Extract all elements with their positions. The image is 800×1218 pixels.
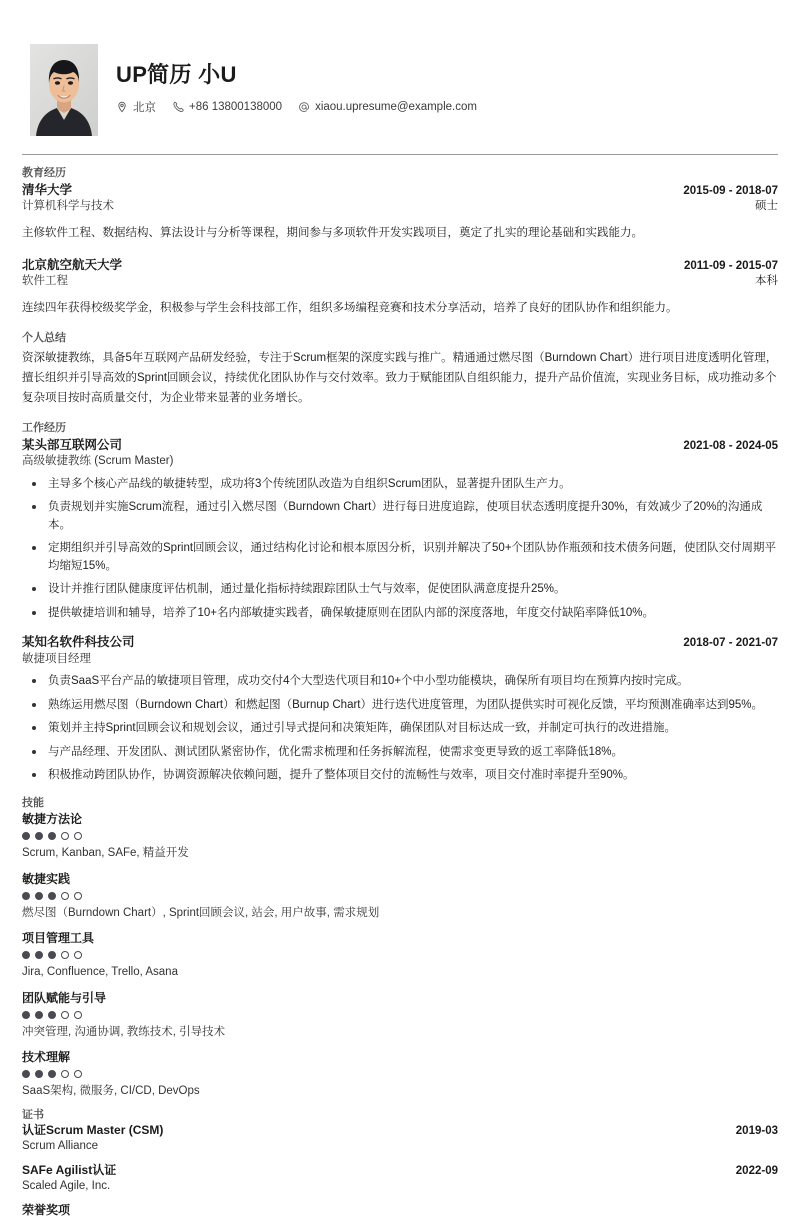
work-role: 敏捷项目经理 xyxy=(22,652,91,665)
skill-dot-filled xyxy=(35,1011,43,1019)
skill-dot-empty xyxy=(61,1011,69,1019)
section-work xyxy=(22,422,778,784)
education-major: 计算机科学与技术 xyxy=(22,200,114,213)
certificate-name: 认证Scrum Master (CSM) xyxy=(22,1123,164,1138)
work-bullets xyxy=(22,673,778,784)
skill-dot-filled xyxy=(35,832,43,840)
education-entry xyxy=(22,257,778,318)
resume-header xyxy=(22,28,778,150)
section-awards xyxy=(22,1203,778,1218)
education-school: 清华大学 xyxy=(22,182,73,197)
skill-dot-empty xyxy=(74,1070,82,1078)
skill-item xyxy=(22,811,778,861)
work-bullets xyxy=(22,476,778,622)
education-degree: 硕士 xyxy=(755,200,778,213)
contact-phone xyxy=(172,101,282,113)
skill-level-dots xyxy=(22,951,778,959)
education-school: 北京航空航天大学 xyxy=(22,257,123,272)
skill-dot-empty xyxy=(74,951,82,959)
skill-detail: SaaS架构, 微服务, CI/CD, DevOps xyxy=(22,1085,200,1098)
education-description: 主修软件工程、数据结构、算法设计与分析等课程，期间参与多项软件开发实践项目，奠定了扎实的理论基础和实践能力。 xyxy=(22,226,643,239)
skill-level-dots xyxy=(22,892,778,900)
skill-dot-filled xyxy=(35,951,43,959)
work-bullet: 策划并主持Sprint回顾会议和规划会议，通过引导式提问和决策矩阵，确保团队对目标达成一致，并制定可执行的改进措施。 xyxy=(22,720,778,737)
section-title-work: 工作经历 xyxy=(22,422,66,435)
skill-dot-empty xyxy=(61,951,69,959)
header-divider xyxy=(22,154,778,155)
section-certificates xyxy=(22,1109,778,1194)
work-role: 高级敏捷教练 (Scrum Master) xyxy=(22,455,174,468)
contact-location-value: 北京 xyxy=(133,101,156,114)
skill-detail: 冲突管理, 沟通协调, 教练技术, 引导技术 xyxy=(22,1025,226,1038)
skill-level-dots xyxy=(22,1011,778,1019)
work-date: 2021-08 - 2024-05 xyxy=(683,439,778,452)
skill-dot-filled xyxy=(22,832,30,840)
skill-dot-empty xyxy=(74,1011,82,1019)
section-skills xyxy=(22,797,778,1100)
work-date: 2018-07 - 2021-07 xyxy=(683,637,778,650)
section-education xyxy=(22,167,778,318)
skill-dot-empty xyxy=(74,892,82,900)
certificate-name: SAFe Agilist认证 xyxy=(22,1163,117,1177)
skill-item xyxy=(22,871,778,921)
at-sign-icon xyxy=(298,101,310,113)
work-entry xyxy=(22,634,778,784)
skill-detail: Scrum, Kanban, SAFe, 精益开发 xyxy=(22,847,189,860)
summary-text: 资深敏捷教练，具备5年互联网产品研发经验，专注于Scrum框架的深度实践与推广。精通通过燃尽图（Burndown Chart）进行项目进度透明化管理，擅长组织并引导高效的Sprint回顾会议，持续优化团队协作与交付效率。致力于赋能团队自组织能力，提升产品价值流，实现业务目标，成功推动多个复杂项目按时高质量交付，为企业带来显著的业务增长。 xyxy=(22,351,778,405)
work-bullet: 主导多个核心产品线的敏捷转型，成功将3个传统团队改造为自组织Scrum团队，显著提升团队生产力。 xyxy=(22,476,778,493)
section-title-education: 教育经历 xyxy=(22,167,66,179)
certificate-date: 2022-09 xyxy=(735,1165,778,1177)
section-summary xyxy=(22,332,778,408)
work-bullet: 与产品经理、开发团队、测试团队紧密协作，优化需求梳理和任务拆解流程，使需求变更导致的返工率降低18%。 xyxy=(22,744,778,761)
education-degree: 本科 xyxy=(755,275,778,288)
work-bullet: 定期组织并引导高效的Sprint回顾会议，通过结构化讨论和根本原因分析，识别并解决了50+个团队协作瓶颈和技术债务问题，使团队交付周期平均缩短15%。 xyxy=(22,540,778,575)
skill-name: 敏捷方法论 xyxy=(22,812,83,827)
contact-email xyxy=(298,101,477,113)
contact-location xyxy=(116,99,156,115)
skill-dot-empty xyxy=(61,892,69,900)
skill-dot-filled xyxy=(48,832,56,840)
work-company: 某头部互联网公司 xyxy=(22,437,123,452)
skill-dot-empty xyxy=(61,1070,69,1078)
certificate-item xyxy=(22,1123,778,1154)
skills-list xyxy=(22,811,778,1099)
work-entry xyxy=(22,437,778,622)
skill-dot-filled xyxy=(48,1070,56,1078)
work-bullet: 熟练运用燃尽图（Burndown Chart）和燃起图（Burnup Chart）进行迭代进度管理，为团队提供实时可视化反馈，平均预测准确率达到95%。 xyxy=(22,697,778,714)
skill-detail: 燃尽图（Burndown Chart）, Sprint回顾会议, 站会, 用户故事, 需求规划 xyxy=(22,906,380,919)
skill-item xyxy=(22,1049,778,1099)
avatar xyxy=(30,44,98,136)
contact-phone-value: +86 13800138000 xyxy=(189,100,283,113)
skill-level-dots xyxy=(22,832,778,840)
work-bullet: 积极推动跨团队协作，协调资源解决依赖问题，提升了整体项目交付的流畅性与效率，项目交付准时率提升至90%。 xyxy=(22,767,778,784)
contact-email-value: xiaou.upresume@example.com xyxy=(315,100,477,113)
skill-dot-filled xyxy=(35,892,43,900)
education-major: 软件工程 xyxy=(22,275,68,288)
skill-dot-filled xyxy=(35,1070,43,1078)
skill-dot-filled xyxy=(22,892,30,900)
skill-item xyxy=(22,930,778,980)
skill-dot-filled xyxy=(22,951,30,959)
work-bullet: 设计并推行团队健康度评估机制，通过量化指标持续跟踪团队士气与效率，促使团队满意度提升25%。 xyxy=(22,581,778,598)
skill-dot-filled xyxy=(22,1070,30,1078)
work-bullet: 负责规划并实施Scrum流程，通过引入燃尽图（Burndown Chart）进行每日进度追踪，使项目状态透明度提升30%，有效减少了20%的沟通成本。 xyxy=(22,499,778,534)
work-bullet: 提供敏捷培训和辅导，培养了10+名内部敏捷实践者，确保敏捷原则在团队内部的深度落地，年度交付缺陷率降低10%。 xyxy=(22,605,778,622)
certificate-item xyxy=(22,1163,778,1194)
certificate-org: Scrum Alliance xyxy=(22,1140,99,1153)
certificate-org: Scaled Agile, Inc. xyxy=(22,1179,111,1192)
skill-level-dots xyxy=(22,1070,778,1078)
skill-dot-filled xyxy=(48,1011,56,1019)
section-title-awards: 荣誉奖项 xyxy=(22,1202,71,1217)
work-bullet: 负责SaaS平台产品的敏捷项目管理，成功交付4个大型迭代项目和10+个中小型功能模块，确保所有项目均在预算内按时完成。 xyxy=(22,673,778,690)
certificate-date: 2019-03 xyxy=(735,1125,778,1138)
skill-dot-filled xyxy=(48,951,56,959)
page-title: UP简历 小U xyxy=(116,62,237,88)
skill-detail: Jira, Confluence, Trello, Asana xyxy=(22,966,178,979)
education-date: 2015-09 - 2018-07 xyxy=(683,184,778,197)
education-description: 连续四年获得校级奖学金，积极参与学生会科技部工作，组织多场编程竞赛和技术分享活动，培养了良好的团队协作和组织能力。 xyxy=(22,301,678,314)
section-title-summary: 个人总结 xyxy=(22,332,66,345)
skill-name: 技术理解 xyxy=(22,1050,71,1065)
section-title-certificates: 证书 xyxy=(22,1108,44,1121)
skill-name: 项目管理工具 xyxy=(22,931,95,946)
section-title-skills: 技能 xyxy=(22,796,44,809)
skill-name: 敏捷实践 xyxy=(22,871,71,886)
work-company: 某知名软件科技公司 xyxy=(22,635,135,650)
education-date: 2011-09 - 2015-07 xyxy=(684,259,778,272)
skill-dot-filled xyxy=(22,1011,30,1019)
skill-name: 团队赋能与引导 xyxy=(22,990,107,1005)
contact-list xyxy=(116,99,778,115)
skill-item xyxy=(22,990,778,1040)
skill-dot-empty xyxy=(61,832,69,840)
education-entry xyxy=(22,182,778,243)
skill-dot-filled xyxy=(48,892,56,900)
header-text xyxy=(116,61,778,119)
skill-dot-empty xyxy=(74,832,82,840)
phone-icon xyxy=(172,101,184,113)
location-pin-icon xyxy=(116,101,128,113)
